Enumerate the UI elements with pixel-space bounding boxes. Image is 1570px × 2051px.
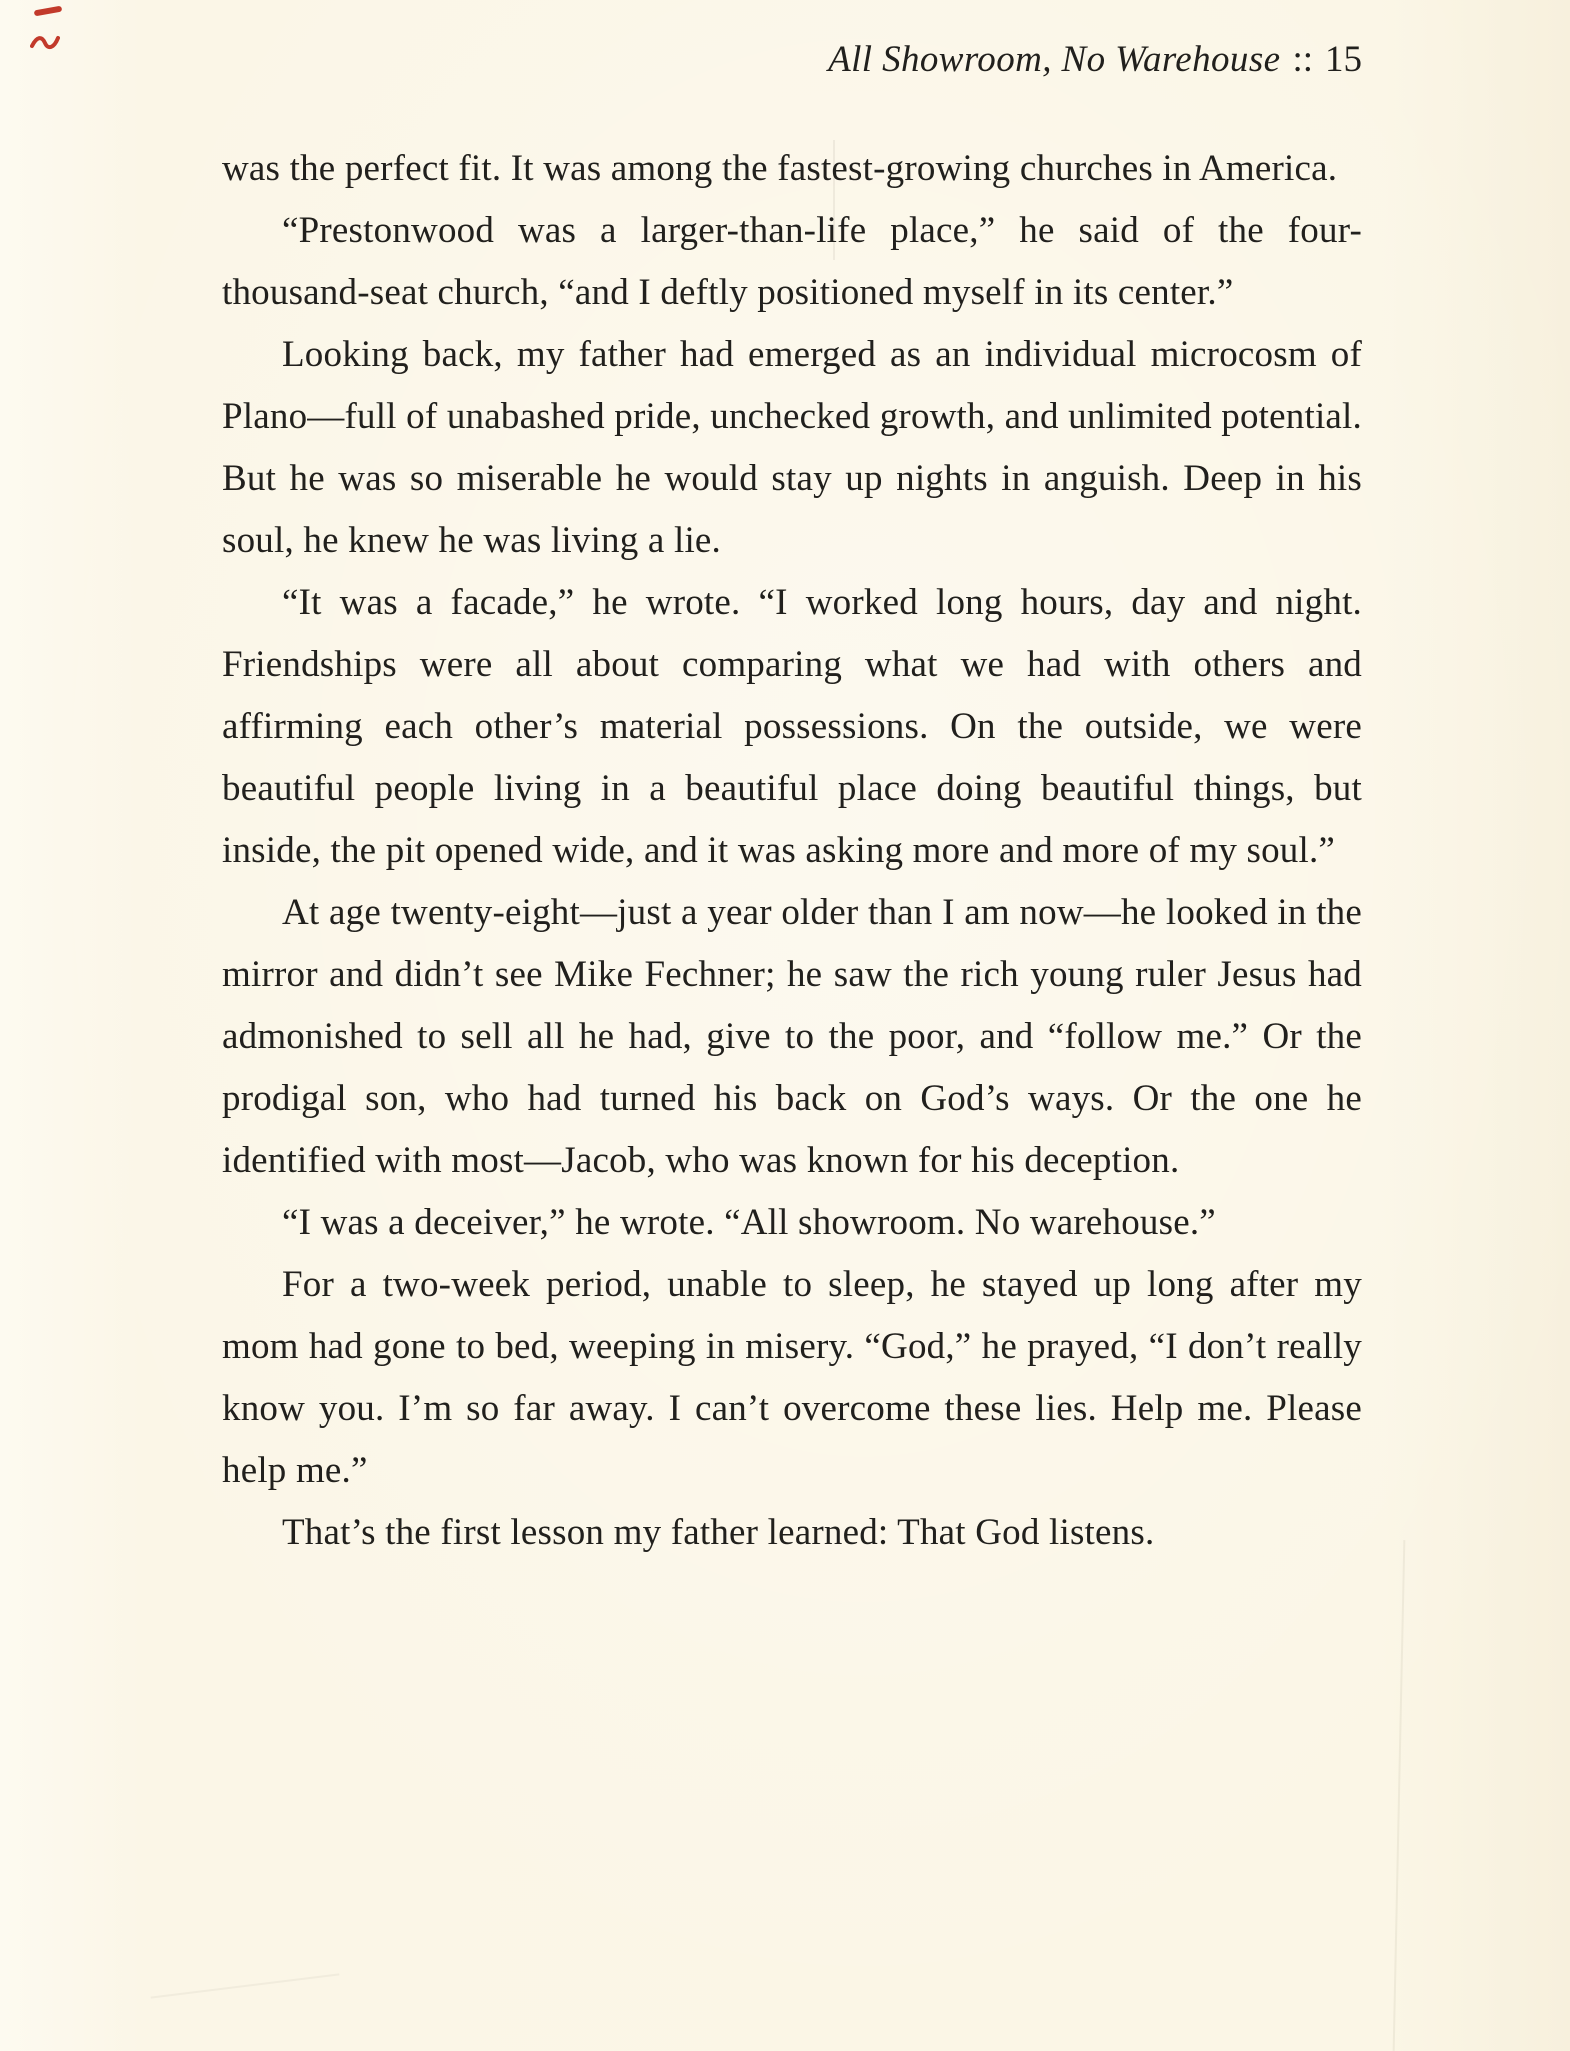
- scan-crease: [1393, 1540, 1406, 2051]
- paragraph: was the perfect fit. It was among the fastest-growing churches in America.: [222, 148, 1338, 189]
- running-title: All Showroom, No Warehouse: [828, 39, 1281, 80]
- paragraph: “I was a deceiver,” he wrote. “All showroom. No warehouse.”: [282, 1202, 1216, 1243]
- paragraph: At age twenty-eight—just a year older than I am now—he looked in the mirror and didn’t see Mike Fechner; he saw the rich young ruler Jesus had admonished to sell all he had, give to the poor, and “follow me.” Or the prodigal son, who had turned his back on God’s ways. Or the one he identified with most—Jacob, who was known for his deception.: [222, 892, 1362, 1181]
- red-ink-mark: [30, 32, 60, 54]
- header-separator: ::: [1292, 39, 1313, 80]
- red-ink-mark: [34, 6, 63, 17]
- paragraph: That’s the first lesson my father learned: That God listens.: [282, 1512, 1155, 1553]
- paragraph: “Prestonwood was a larger-than-life place,” he said of the four-thousand-seat church, “and I deftly positioned myself in its center.”: [222, 210, 1362, 313]
- paragraph: Looking back, my father had emerged as an individual microcosm of Plano—full of unabashed pride, unchecked growth, and unlimited potential. But he was so miserable he would stay up nights in anguish. Deep in his soul, he knew he was living a lie.: [222, 334, 1362, 561]
- page-number: 15: [1325, 39, 1362, 80]
- scan-crease: [151, 1973, 340, 1998]
- paragraph: “It was a facade,” he wrote. “I worked long hours, day and night. Friendships were all about comparing what we had with others and affirming each other’s material possessions. On the outside, we were beautiful people living in a beautiful place doing beautiful things, but inside, the pit opened wide, and it was asking more and more of my soul.”: [222, 582, 1362, 871]
- running-header: [222, 38, 1362, 81]
- body-text: [222, 138, 1362, 1564]
- paragraph: For a two-week period, unable to sleep, he stayed up long after my mom had gone to bed, weeping in misery. “God,” he prayed, “I don’t really know you. I’m so far away. I can’t overcome these lies. Help me. Please help me.”: [222, 1264, 1362, 1491]
